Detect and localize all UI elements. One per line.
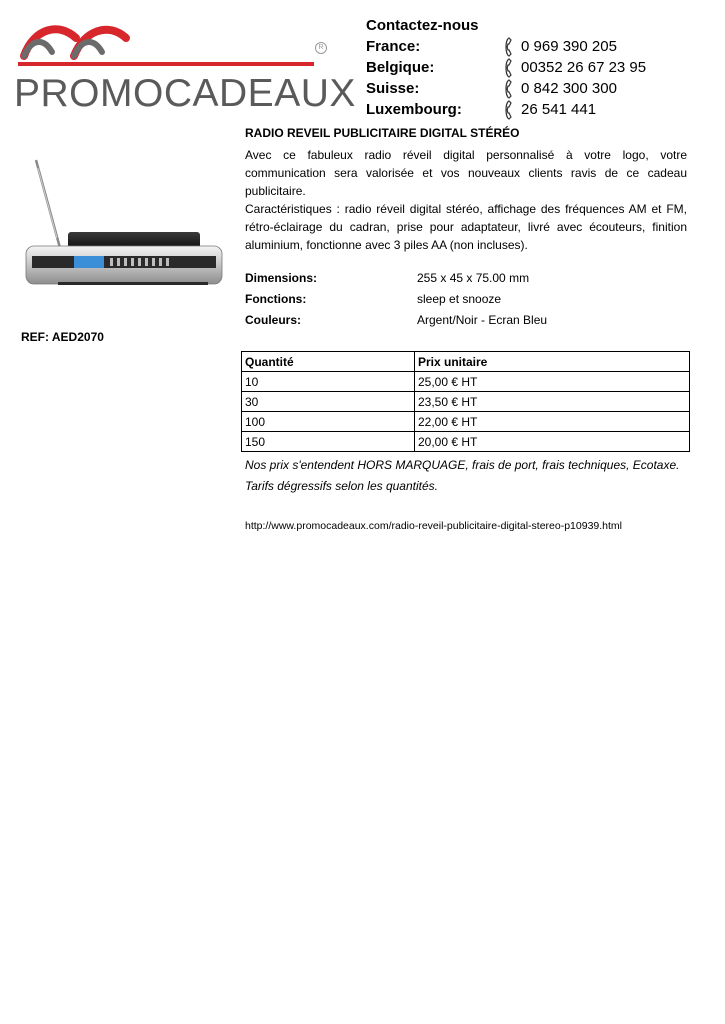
quantity-cell: 10 [242, 372, 415, 392]
product-image [18, 158, 226, 292]
quantity-cell: 30 [242, 392, 415, 412]
contact-number[interactable]: 0 842 300 300 [521, 80, 617, 97]
contact-row-luxembourg [366, 101, 686, 121]
quantity-cell: 150 [242, 432, 415, 452]
registered-mark-icon: R [315, 42, 327, 54]
price-cell: 22,00 € HT [415, 412, 690, 432]
radio-alarm-clock-icon [18, 158, 226, 292]
spec-dimensions [245, 271, 687, 289]
phone-icon [504, 58, 518, 78]
contact-number[interactable]: 00352 26 67 23 95 [521, 59, 647, 76]
contact-number[interactable]: 26 541 441 [521, 101, 597, 118]
pricing-note: Tarifs dégressifs selon les quantités. [245, 479, 438, 493]
contact-country: Belgique: [366, 59, 435, 76]
column-header-unit-price: Prix unitaire [415, 352, 690, 372]
contact-country: France: [366, 38, 421, 55]
description-paragraph: Avec ce fabuleux radio réveil digital personnalisé à votre logo, votre communication sera valorisée et vos nouveaux clients ravis de ce cadeau publicitaire. [245, 148, 687, 198]
spec-label: Couleurs: [245, 313, 302, 327]
product-description [245, 146, 687, 254]
table-header-row [242, 352, 690, 372]
description-paragraph: Caractéristiques : radio réveil digital stéréo, affichage des fréquences AM et FM, rétro-éclairage du cadran, prise pour adaptateur, livré avec écouteurs, finition aluminium, fonctionne avec 3 piles AA (non incluses). [245, 202, 687, 252]
spec-value: Argent/Noir - Ecran Bleu [417, 313, 548, 327]
price-cell: 25,00 € HT [415, 372, 690, 392]
table-row [242, 392, 690, 412]
table-row [242, 432, 690, 452]
promocadeaux-logo [14, 16, 356, 115]
phone-icon [504, 79, 518, 99]
logo-wordmark: PROMOCADEAUX [14, 72, 356, 115]
contact-row-belgique [366, 59, 686, 79]
table-row [242, 372, 690, 392]
contact-number[interactable]: 0 969 390 205 [521, 38, 617, 55]
contact-row-suisse [366, 80, 686, 100]
spec-value: 255 x 45 x 75.00 mm [417, 271, 530, 285]
price-cell: 20,00 € HT [415, 432, 690, 452]
spec-couleurs [245, 313, 687, 331]
contact-row-france [366, 38, 686, 58]
phone-icon [504, 37, 518, 57]
spec-value: sleep et snooze [417, 292, 502, 306]
price-cell: 23,50 € HT [415, 392, 690, 412]
contact-country: Luxembourg: [366, 101, 462, 118]
spec-fonctions [245, 292, 687, 310]
pricing-note: Nos prix s'entendent HORS MARQUAGE, frais de port, frais techniques, Ecotaxe. [245, 458, 680, 472]
product-title: RADIO REVEIL PUBLICITAIRE DIGITAL STÉRÉO [245, 126, 520, 140]
price-table [241, 351, 690, 452]
logo-swoosh-icon [14, 16, 334, 76]
contact-country: Suisse: [366, 80, 420, 97]
spec-label: Fonctions: [245, 292, 307, 306]
contact-title: Contactez-nous [366, 17, 479, 34]
quantity-cell: 100 [242, 412, 415, 432]
table-row [242, 412, 690, 432]
spec-label: Dimensions: [245, 271, 318, 285]
product-reference: REF: AED2070 [21, 330, 104, 344]
phone-icon [504, 100, 518, 120]
product-url-link[interactable]: http://www.promocadeaux.com/radio-reveil-publicitaire-digital-stereo-p10939.html [245, 520, 623, 532]
column-header-quantity: Quantité [242, 352, 415, 372]
